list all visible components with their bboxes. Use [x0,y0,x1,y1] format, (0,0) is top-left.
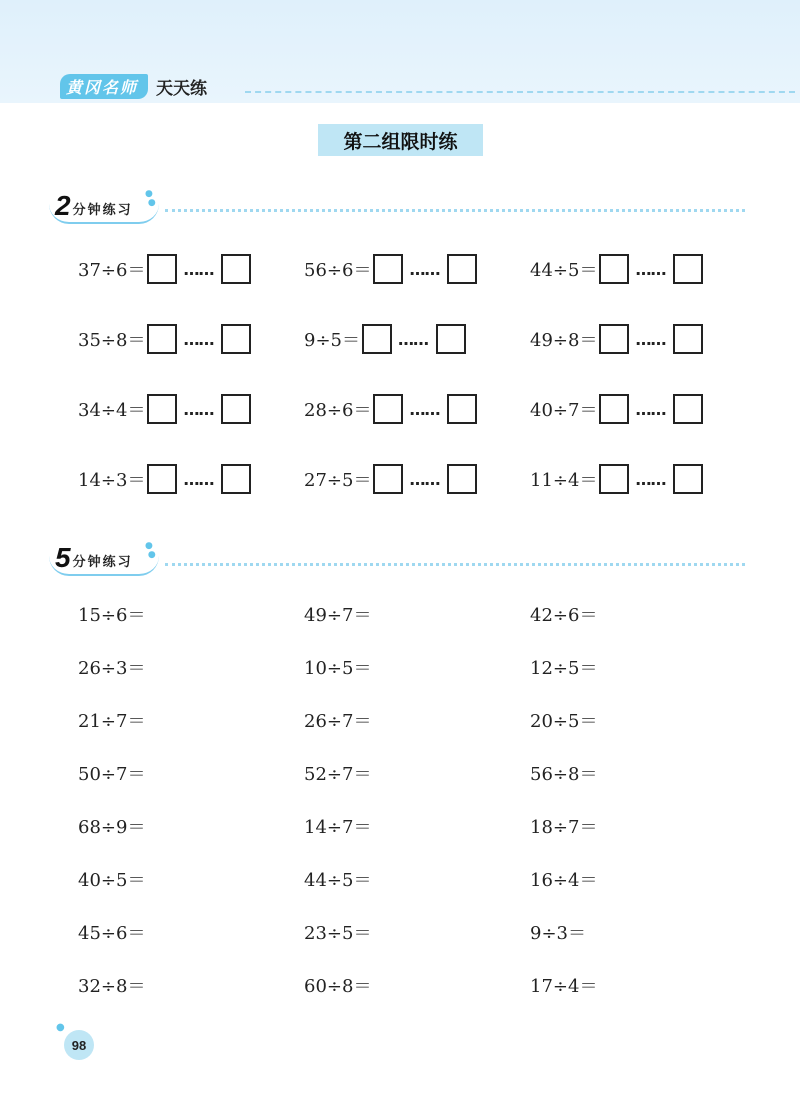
problem-expression: 40÷5＝ [78,870,146,891]
division-problem [304,598,371,630]
remainder-separator: …… [183,469,214,489]
problem-expression: 28÷6＝ [304,400,372,421]
water-drops-icon: ● ● [145,189,156,208]
problem-expression: 45÷6＝ [78,923,146,944]
remainder-separator: …… [183,259,214,279]
remainder-answer-box[interactable] [221,464,251,494]
remainder-answer-box[interactable] [673,464,703,494]
division-problem [78,969,145,1001]
remainder-answer-box[interactable] [221,324,251,354]
problem-expression: 50÷7＝ [78,764,146,785]
division-problem [304,651,371,683]
division-problem-with-remainder [78,463,251,495]
division-problem [304,810,371,842]
division-problem [530,598,597,630]
remainder-answer-box[interactable] [673,324,703,354]
problem-expression: 15÷6＝ [78,605,146,626]
problem-expression: 35÷8＝ [78,330,146,351]
division-problem [530,916,586,948]
division-problem [530,757,597,789]
problem-expression: 49÷7＝ [304,605,372,626]
section-underline [49,556,159,576]
division-problem [78,598,145,630]
page-title: 第二组限时练 [318,124,483,156]
quotient-answer-box[interactable] [599,394,629,424]
division-problem-with-remainder [530,323,703,355]
division-problem-with-remainder [78,393,251,425]
remainder-separator: …… [635,399,666,419]
division-problem [78,916,145,948]
remainder-separator: …… [635,469,666,489]
remainder-separator: …… [183,399,214,419]
division-problem-with-remainder [78,323,251,355]
quotient-answer-box[interactable] [362,324,392,354]
water-drops-icon: ● ● [145,541,156,560]
remainder-separator: …… [409,399,440,419]
section-header-5min [55,540,156,573]
quotient-answer-box[interactable] [599,464,629,494]
problem-expression: 9÷5＝ [304,330,360,351]
problem-expression: 26÷3＝ [78,658,146,679]
problem-expression: 14÷7＝ [304,817,372,838]
quotient-answer-box[interactable] [373,394,403,424]
problem-expression: 14÷3＝ [78,470,146,491]
quotient-answer-box[interactable] [599,324,629,354]
division-problem-with-remainder [304,323,466,355]
remainder-answer-box[interactable] [447,394,477,424]
division-problem-with-remainder [304,463,477,495]
water-drop-icon: ● [56,1022,65,1033]
division-problem [304,863,371,895]
remainder-separator: …… [409,259,440,279]
division-problem-with-remainder [530,253,703,285]
division-problem-with-remainder [304,253,477,285]
remainder-answer-box[interactable] [436,324,466,354]
problem-expression: 68÷9＝ [78,817,146,838]
problem-expression: 27÷5＝ [304,470,372,491]
problem-expression: 49÷8＝ [530,330,598,351]
problem-expression: 20÷5＝ [530,711,598,732]
division-problem-with-remainder [78,253,251,285]
problem-expression: 18÷7＝ [530,817,598,838]
section-header-2min [55,188,156,221]
problem-expression: 26÷7＝ [304,711,372,732]
problem-expression: 34÷4＝ [78,400,146,421]
section-label: 分钟练习 [72,555,133,570]
brand-subtitle: 天天练 [156,78,208,99]
problem-expression: 12÷5＝ [530,658,598,679]
remainder-answer-box[interactable] [221,254,251,284]
division-problem [78,810,145,842]
division-problem [304,757,371,789]
quotient-answer-box[interactable] [147,254,177,284]
problem-expression: 9÷3＝ [530,923,586,944]
remainder-separator: …… [635,329,666,349]
division-problem [530,651,597,683]
problem-expression: 44÷5＝ [530,260,598,281]
division-problem [530,863,597,895]
quotient-answer-box[interactable] [147,464,177,494]
quotient-answer-box[interactable] [373,464,403,494]
quotient-answer-box[interactable] [147,394,177,424]
division-problem [530,704,597,736]
remainder-answer-box[interactable] [673,394,703,424]
problem-expression: 60÷8＝ [304,976,372,997]
division-problem [78,757,145,789]
section-number: 2 [55,190,71,221]
problem-expression: 21÷7＝ [78,711,146,732]
division-problem [78,651,145,683]
remainder-answer-box[interactable] [447,254,477,284]
quotient-answer-box[interactable] [599,254,629,284]
division-problem [530,810,597,842]
problem-expression: 10÷5＝ [304,658,372,679]
brand [60,74,207,98]
problem-expression: 23÷5＝ [304,923,372,944]
quotient-answer-box[interactable] [373,254,403,284]
problem-expression: 16÷4＝ [530,870,598,891]
division-problem-with-remainder [530,393,703,425]
header-dashed-line [245,91,795,93]
remainder-separator: …… [183,329,214,349]
problem-expression: 37÷6＝ [78,260,146,281]
remainder-separator: …… [635,259,666,279]
division-problem [304,916,371,948]
brand-badge: 黄冈名师 [60,74,148,99]
remainder-answer-box[interactable] [221,394,251,424]
section-label: 分钟练习 [72,203,133,218]
page-number: 98 [64,1030,94,1060]
section-dotted-line [165,209,745,212]
division-problem [78,704,145,736]
section-dotted-line [165,563,745,566]
section-underline [49,204,159,224]
section-number: 5 [55,542,71,573]
division-problem [304,969,371,1001]
problem-expression: 52÷7＝ [304,764,372,785]
remainder-separator: …… [409,469,440,489]
problem-expression: 44÷5＝ [304,870,372,891]
problem-expression: 17÷4＝ [530,976,598,997]
problem-expression: 42÷6＝ [530,605,598,626]
problem-expression: 56÷8＝ [530,764,598,785]
remainder-answer-box[interactable] [447,464,477,494]
problem-expression: 56÷6＝ [304,260,372,281]
problem-expression: 32÷8＝ [78,976,146,997]
division-problem [530,969,597,1001]
problem-expression: 40÷7＝ [530,400,598,421]
problem-expression: 11÷4＝ [530,470,598,491]
division-problem [304,704,371,736]
remainder-answer-box[interactable] [673,254,703,284]
division-problem-with-remainder [304,393,477,425]
division-problem [78,863,145,895]
division-problem-with-remainder [530,463,703,495]
remainder-separator: …… [398,329,428,349]
quotient-answer-box[interactable] [147,324,177,354]
